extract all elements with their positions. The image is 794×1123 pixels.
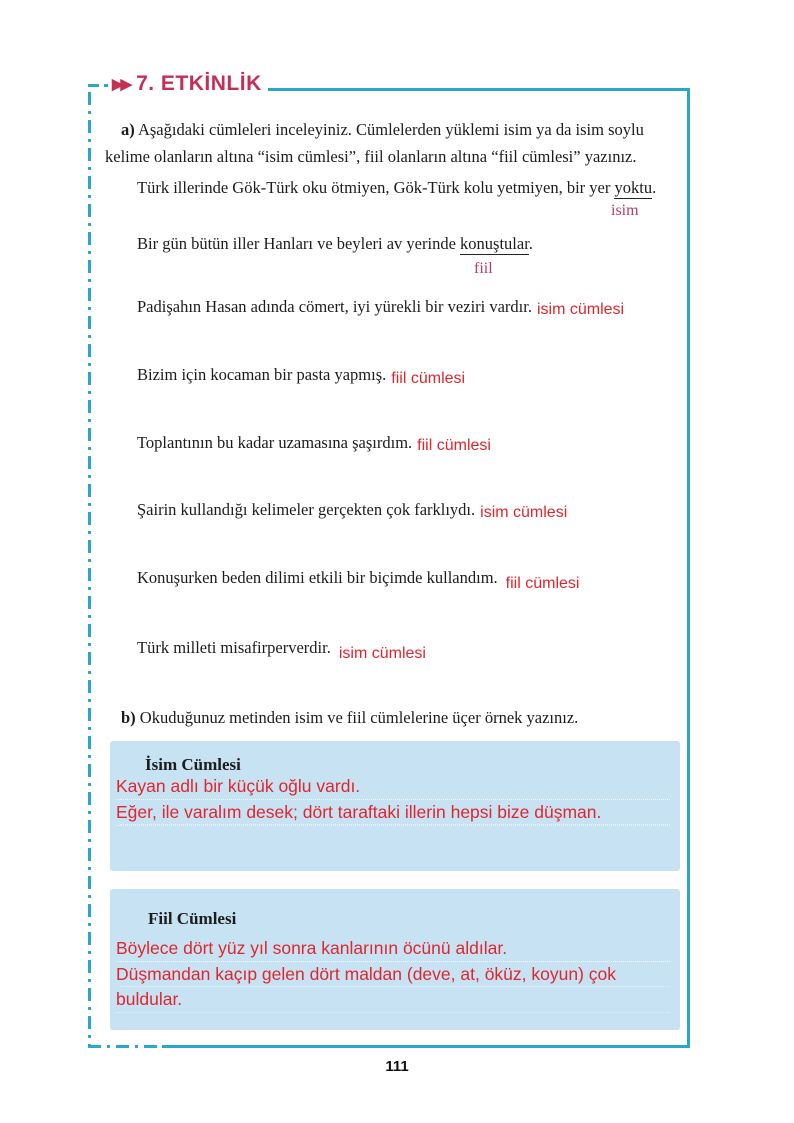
exercise-sentence	[137, 431, 685, 456]
double-arrow-icon: ▶▶	[112, 76, 130, 93]
instruction-b-marker: b)	[121, 707, 136, 727]
sentence-text: Padişahın Hasan adında cömert, iyi yürekli bir veziri vardır.	[137, 297, 532, 316]
frame-corner-dash	[88, 84, 99, 87]
page-number: 111	[385, 1058, 409, 1075]
sentence-text: .	[652, 178, 657, 197]
sentence-text: Toplantının bu kadar uzamasına şaşırdım.	[137, 433, 413, 452]
sentence-text: Bir gün bütün iller Hanları ve beyleri av yerinde	[137, 234, 461, 253]
activity-title: 7. ETKİNLİK	[136, 72, 262, 95]
frame-bottom-dashed-border	[88, 1045, 160, 1048]
written-answer: fiil cümlesi	[505, 575, 580, 592]
isim-box-answers	[116, 774, 670, 826]
frame-left-dashed-border	[88, 92, 91, 1045]
exercise-sentence	[137, 295, 685, 320]
fiil-box-title: Fiil Cümlesi	[148, 909, 237, 928]
exercise-sentence	[137, 498, 685, 523]
written-answer: fiil cümlesi	[391, 370, 466, 387]
isim-cumlesi-box	[110, 741, 680, 871]
instruction-b	[105, 704, 685, 731]
sentence-text: .	[528, 234, 533, 253]
fiil-cumlesi-box	[110, 889, 680, 1030]
frame-right-border	[687, 88, 690, 1048]
written-answer-line: Eğer, ile varalım desek; dört taraftaki illerin hepsi bize düşman.	[116, 800, 670, 826]
exercise-sentence	[137, 636, 685, 661]
instruction-a-text: Aşağıdaki cümleleri inceleyiniz. Cümlelerden yüklemi isim ya da isim soylu kelime olanların altına “isim cümlesi”, fiil olanların altına “fiil cümlesi” yazınız.	[105, 119, 644, 166]
sentence-text: Türk illerinde Gök-Türk oku ötmiyen, Gök-Türk kolu yetmiyen, bir yer	[137, 178, 615, 197]
exercise-sentence	[137, 232, 685, 277]
written-answer-line: Kayan adlı bir küçük oğlu vardı.	[116, 774, 670, 800]
frame-bottom-border	[162, 1045, 690, 1048]
underlined-predicate: yoktu	[614, 178, 653, 197]
predicate-type-label: isim	[611, 202, 639, 219]
sentence-text: Türk milleti misafirperverdir.	[137, 638, 331, 657]
instruction-b-text: Okuduğunuz metinden isim ve fiil cümlelerine üçer örnek yazınız.	[135, 707, 579, 727]
written-answer: fiil cümlesi	[417, 437, 491, 454]
frame-corner-dot	[104, 84, 108, 87]
written-answer: isim cümlesi	[338, 645, 426, 662]
isim-box-title: İsim Cümlesi	[145, 755, 241, 774]
frame-top-border	[249, 88, 690, 91]
written-answer-line: Böylece dört yüz yıl sonra kanlarının öcünü aldılar.	[116, 936, 670, 962]
sentence-text: Şairin kullandığı kelimeler gerçekten çok farklıydı.	[137, 500, 476, 519]
exercise-sentence	[137, 176, 685, 219]
written-answer: isim cümlesi	[480, 504, 568, 521]
written-answer: isim cümlesi	[536, 301, 625, 318]
exercise-sentence	[137, 363, 685, 388]
exercise-sentence	[137, 566, 685, 591]
sentence-text: Konuşurken beden dilimi etkili bir biçimde kullandım.	[137, 568, 498, 587]
instruction-a	[105, 116, 685, 170]
activity-header	[112, 72, 268, 96]
sentence-text: Bizim için kocaman bir pasta yapmış.	[137, 365, 387, 384]
underlined-predicate: konuştular	[460, 234, 529, 253]
fiil-box-answers	[116, 936, 670, 1013]
instruction-a-marker: a)	[121, 119, 135, 139]
written-answer-line: Düşmandan kaçıp gelen dört maldan (deve, at, öküz, koyun) çok buldular.	[116, 962, 670, 1013]
predicate-type-label: fiil	[474, 260, 493, 277]
